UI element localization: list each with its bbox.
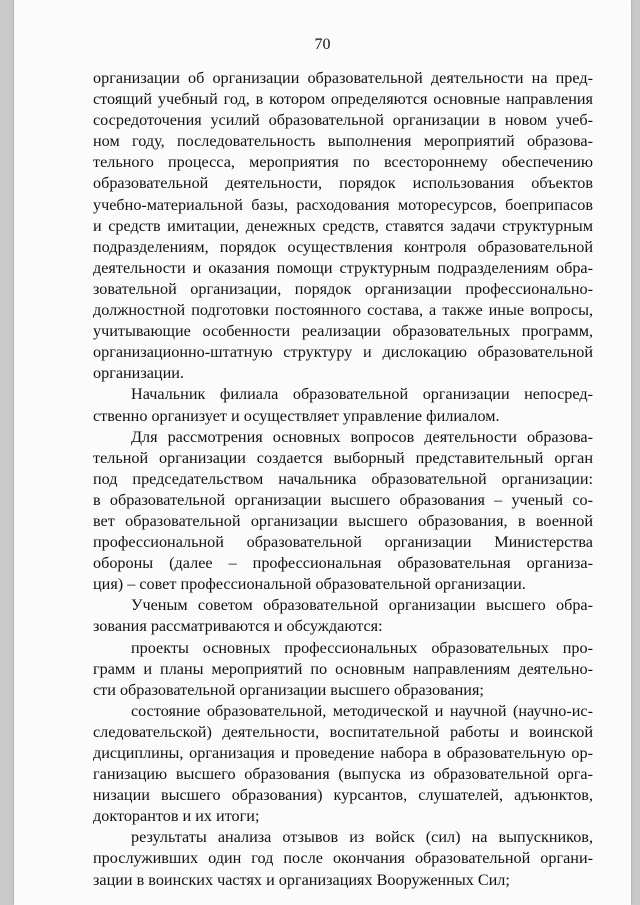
- text-line: ном году, последовательность выполнения мероприятий образова-: [93, 132, 593, 151]
- text-line: ганизацию высшего образования (выпуска из образовательной орга-: [93, 765, 593, 784]
- text-line: образовательной деятельности, порядок использования объектов: [93, 174, 593, 193]
- text-line: состояние образовательной, методической и научной (научно-ис-: [131, 701, 593, 720]
- document-body: [93, 68, 593, 891]
- text-line: деятельности и оказания помощи структурным подразделениям обра-: [93, 258, 593, 277]
- text-line: профессиональной образовательной организации Министерства: [93, 533, 593, 552]
- text-line: ственно организует и осуществляет управление филиалом.: [93, 406, 500, 425]
- text-line: Ученым советом образовательной организации высшего обра-: [131, 596, 593, 615]
- text-line: Начальник филиала образовательной организации непосред-: [131, 385, 593, 404]
- text-line: тельной организации создается выборный представительный орган: [93, 448, 593, 467]
- text-line: организации об организации образовательной деятельности на пред-: [93, 69, 593, 87]
- text-line: подразделениям, порядок осуществления контроля образовательной: [93, 237, 593, 256]
- text-line: сосредоточения усилий образовательной организации в новом учеб-: [93, 111, 593, 130]
- text-line: под председательством начальника образовательной организации:: [93, 469, 593, 488]
- paragraph: [93, 701, 593, 828]
- text-line: дисциплины, организация и проведение набора в образовательную ор-: [93, 744, 593, 762]
- text-line: вет образовательной организации высшего образования, в военной: [93, 511, 593, 530]
- text-line: низации высшего образования) курсантов, слушателей, адъюнктов,: [93, 786, 593, 805]
- text-line: тельного процесса, мероприятия по всестороннему обеспечению: [93, 153, 593, 172]
- text-line: зовательной организации, порядок организации профессионально-: [93, 279, 593, 298]
- text-line: учебно-материальной базы, расходования моторесурсов, боеприпасов: [93, 195, 593, 214]
- text-line: зации в воинских частях и организациях Вооруженных Сил;: [93, 870, 510, 889]
- text-line: проекты основных профессиональных образовательных про-: [131, 638, 593, 657]
- text-line: и средств имитации, денежных средств, ставятся задачи структурным: [93, 216, 593, 235]
- paragraph: [93, 68, 593, 384]
- text-line: организации.: [93, 364, 184, 383]
- text-line: прослуживших один год после окончания образовательной органи-: [93, 849, 593, 868]
- text-line: сти образовательной организации высшего образования;: [93, 680, 484, 699]
- text-line: организационно-штатную структуру и дислокацию образовательной: [93, 343, 593, 362]
- text-line: ция) – совет профессиональной образовательной организации.: [93, 575, 526, 594]
- text-line: следовательской) деятельности, воспитательной работы и воинской: [93, 722, 593, 741]
- text-line: стоящий учебный год, в котором определяются основные направления: [93, 90, 593, 109]
- text-line: зования рассматриваются и обсуждаются:: [93, 617, 383, 636]
- paragraph: [93, 427, 593, 596]
- text-line: грамм и планы мероприятий по основным направлениям деятельно-: [93, 659, 593, 678]
- text-line: должностной подготовки постоянного состава, а также иные вопросы,: [93, 301, 593, 320]
- paragraph: [93, 595, 593, 637]
- text-line: докторантов и их итоги;: [93, 807, 260, 826]
- paragraph: [93, 827, 593, 890]
- text-line: обороны (далее – профессиональная образовательная организа-: [93, 554, 593, 573]
- text-line: Для рассмотрения основных вопросов деятельности образова-: [131, 427, 593, 446]
- page-number: 70: [314, 36, 331, 53]
- document-page: [14, 0, 631, 905]
- text-line: учитывающие особенности реализации образовательных программ,: [93, 322, 593, 341]
- text-line: в образовательной организации высшего образования – ученый со-: [93, 490, 593, 509]
- paragraph: [93, 638, 593, 701]
- text-line: результаты анализа отзывов из войск (сил) на выпускников,: [131, 828, 593, 847]
- paragraph: [93, 384, 593, 426]
